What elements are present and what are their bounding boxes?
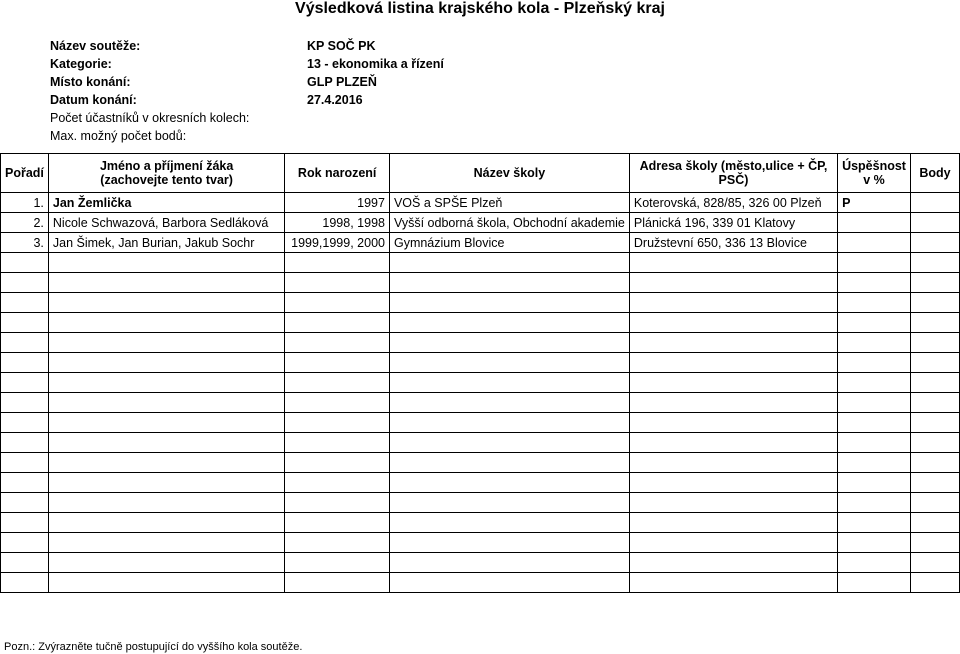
- empty-row: [1, 353, 960, 373]
- cell-empty: [389, 433, 629, 453]
- cell-empty: [285, 493, 390, 513]
- cell-empty: [48, 353, 284, 373]
- cell-rok: 1998, 1998: [285, 213, 390, 233]
- empty-row: [1, 313, 960, 333]
- cell-empty: [629, 293, 837, 313]
- cell-empty: [1, 413, 49, 433]
- cell-rok: 1999,1999, 2000: [285, 233, 390, 253]
- cell-empty: [629, 493, 837, 513]
- cell-body: [910, 233, 959, 253]
- cell-empty: [910, 433, 959, 453]
- cell-empty: [629, 273, 837, 293]
- results-table: [0, 153, 960, 593]
- cell-empty: [838, 473, 911, 493]
- cell-empty: [389, 513, 629, 533]
- cell-jmeno: Nicole Schwazová, Barbora Sedláková: [48, 213, 284, 233]
- meta-label: Počet účastníků v okresních kolech:: [50, 111, 250, 125]
- cell-empty: [389, 493, 629, 513]
- col-jmeno-header-line1: Jméno a příjmení žáka: [99, 159, 234, 173]
- empty-row: [1, 253, 960, 273]
- cell-empty: [285, 453, 390, 473]
- cell-body: [910, 213, 959, 233]
- cell-empty: [285, 333, 390, 353]
- cell-empty: [389, 273, 629, 293]
- cell-empty: [838, 453, 911, 473]
- cell-empty: [48, 293, 284, 313]
- cell-empty: [1, 573, 49, 593]
- cell-empty: [285, 413, 390, 433]
- table-row: [1, 233, 960, 253]
- cell-empty: [629, 333, 837, 353]
- cell-empty: [910, 373, 959, 393]
- cell-empty: [910, 453, 959, 473]
- cell-empty: [389, 293, 629, 313]
- cell-empty: [838, 513, 911, 533]
- cell-empty: [389, 373, 629, 393]
- cell-empty: [838, 433, 911, 453]
- cell-empty: [1, 353, 49, 373]
- cell-empty: [1, 293, 49, 313]
- cell-poradi: 3.: [1, 233, 49, 253]
- cell-rok: 1997: [285, 193, 390, 213]
- cell-empty: [910, 573, 959, 593]
- cell-empty: [1, 453, 49, 473]
- empty-row: [1, 413, 960, 433]
- cell-empty: [389, 353, 629, 373]
- cell-empty: [629, 413, 837, 433]
- cell-empty: [838, 373, 911, 393]
- cell-empty: [389, 333, 629, 353]
- cell-empty: [48, 493, 284, 513]
- cell-empty: [629, 313, 837, 333]
- cell-jmeno: Jan Žemlička: [48, 193, 284, 213]
- cell-empty: [1, 333, 49, 353]
- cell-empty: [285, 433, 390, 453]
- cell-empty: [285, 313, 390, 333]
- cell-empty: [838, 413, 911, 433]
- cell-empty: [389, 573, 629, 593]
- cell-empty: [838, 333, 911, 353]
- cell-empty: [285, 573, 390, 593]
- cell-empty: [629, 533, 837, 553]
- cell-skola: Gymnázium Blovice: [389, 233, 629, 253]
- col-jmeno-header: [48, 154, 284, 193]
- col-adresa-header: Adresa školy (město,ulice + ČP, PSČ): [629, 154, 837, 193]
- cell-empty: [389, 453, 629, 473]
- empty-row: [1, 453, 960, 473]
- col-uspesnost-header: [838, 154, 911, 193]
- cell-skola: Vyšší odborná škola, Obchodní akademie: [389, 213, 629, 233]
- cell-empty: [1, 433, 49, 453]
- cell-poradi: 2.: [1, 213, 49, 233]
- empty-row: [1, 493, 960, 513]
- cell-empty: [629, 473, 837, 493]
- cell-empty: [48, 273, 284, 293]
- cell-empty: [1, 473, 49, 493]
- cell-empty: [48, 373, 284, 393]
- cell-empty: [285, 473, 390, 493]
- cell-empty: [48, 533, 284, 553]
- cell-empty: [838, 253, 911, 273]
- cell-empty: [838, 313, 911, 333]
- meta-value: 27.4.2016: [307, 93, 363, 107]
- cell-uspesnost: [838, 233, 911, 253]
- empty-row: [1, 333, 960, 353]
- cell-adresa: Plánická 196, 339 01 Klatovy: [629, 213, 837, 233]
- meta-label: Název soutěže:: [50, 39, 141, 53]
- cell-empty: [48, 433, 284, 453]
- cell-empty: [285, 553, 390, 573]
- cell-empty: [910, 273, 959, 293]
- cell-empty: [629, 373, 837, 393]
- cell-empty: [285, 393, 390, 413]
- cell-empty: [285, 273, 390, 293]
- table-row: [1, 193, 960, 213]
- meta-label: Datum konání:: [50, 93, 137, 107]
- cell-empty: [48, 453, 284, 473]
- cell-empty: [1, 393, 49, 413]
- cell-jmeno: Jan Šimek, Jan Burian, Jakub Sochr: [48, 233, 284, 253]
- cell-empty: [910, 253, 959, 273]
- cell-empty: [1, 553, 49, 573]
- cell-empty: [838, 393, 911, 413]
- cell-empty: [1, 313, 49, 333]
- col-skola-header: Název školy: [389, 154, 629, 193]
- cell-empty: [910, 393, 959, 413]
- meta-value: 13 - ekonomika a řízení: [307, 57, 444, 71]
- empty-row: [1, 473, 960, 493]
- cell-empty: [910, 333, 959, 353]
- cell-empty: [1, 253, 49, 273]
- empty-row: [1, 553, 960, 573]
- table-header-row: [1, 154, 960, 193]
- cell-empty: [910, 313, 959, 333]
- col-uspesnost-header-line2: v %: [863, 173, 885, 187]
- cell-empty: [910, 533, 959, 553]
- cell-empty: [838, 533, 911, 553]
- cell-empty: [48, 513, 284, 533]
- cell-empty: [48, 553, 284, 573]
- cell-empty: [389, 533, 629, 553]
- cell-empty: [910, 513, 959, 533]
- col-body-header: Body: [910, 154, 959, 193]
- cell-empty: [389, 393, 629, 413]
- cell-poradi: 1.: [1, 193, 49, 213]
- cell-empty: [1, 533, 49, 553]
- cell-adresa: Koterovská, 828/85, 326 00 Plzeň: [629, 193, 837, 213]
- cell-empty: [48, 573, 284, 593]
- cell-empty: [629, 253, 837, 273]
- meta-value: GLP PLZEŇ: [307, 75, 377, 89]
- cell-empty: [48, 393, 284, 413]
- footnote: Pozn.: Zvýrazněte tučně postupující do vyššího kola soutěže.: [4, 641, 303, 653]
- cell-empty: [910, 493, 959, 513]
- cell-empty: [1, 513, 49, 533]
- cell-empty: [1, 373, 49, 393]
- cell-uspesnost: [838, 213, 911, 233]
- cell-empty: [629, 393, 837, 413]
- cell-empty: [389, 313, 629, 333]
- cell-empty: [1, 493, 49, 513]
- cell-empty: [48, 253, 284, 273]
- cell-skola: VOŠ a SPŠE Plzeň: [389, 193, 629, 213]
- cell-empty: [48, 333, 284, 353]
- cell-empty: [838, 553, 911, 573]
- cell-empty: [629, 573, 837, 593]
- cell-empty: [285, 533, 390, 553]
- cell-empty: [1, 273, 49, 293]
- meta-label: Kategorie:: [50, 57, 112, 71]
- cell-empty: [838, 273, 911, 293]
- empty-row: [1, 273, 960, 293]
- cell-empty: [285, 353, 390, 373]
- cell-uspesnost: P: [838, 193, 911, 213]
- empty-row: [1, 393, 960, 413]
- cell-empty: [389, 253, 629, 273]
- empty-row: [1, 293, 960, 313]
- cell-empty: [389, 413, 629, 433]
- cell-empty: [629, 433, 837, 453]
- cell-adresa: Družstevní 650, 336 13 Blovice: [629, 233, 837, 253]
- cell-body: [910, 193, 959, 213]
- cell-empty: [910, 473, 959, 493]
- meta-label: Max. možný počet bodů:: [50, 129, 187, 143]
- empty-row: [1, 433, 960, 453]
- cell-empty: [285, 253, 390, 273]
- cell-empty: [629, 553, 837, 573]
- cell-empty: [629, 453, 837, 473]
- cell-empty: [629, 353, 837, 373]
- cell-empty: [910, 553, 959, 573]
- col-jmeno-header-line2: (zachovejte tento tvar): [100, 173, 233, 187]
- col-poradi-header: Pořadí: [1, 154, 49, 193]
- cell-empty: [389, 553, 629, 573]
- page-title: Výsledková listina krajského kola - Plzeňský kraj: [295, 0, 665, 17]
- cell-empty: [285, 513, 390, 533]
- cell-empty: [389, 473, 629, 493]
- cell-empty: [910, 293, 959, 313]
- empty-row: [1, 513, 960, 533]
- cell-empty: [48, 313, 284, 333]
- cell-empty: [285, 373, 390, 393]
- cell-empty: [838, 353, 911, 373]
- col-uspesnost-header-line1: Úspěšnost: [842, 159, 906, 173]
- cell-empty: [838, 293, 911, 313]
- cell-empty: [838, 493, 911, 513]
- meta-value: KP SOČ PK: [307, 39, 376, 53]
- empty-row: [1, 373, 960, 393]
- meta-label: Místo konání:: [50, 75, 131, 89]
- cell-empty: [48, 413, 284, 433]
- cell-empty: [838, 573, 911, 593]
- table-row: [1, 213, 960, 233]
- cell-empty: [629, 513, 837, 533]
- cell-empty: [285, 293, 390, 313]
- cell-empty: [910, 353, 959, 373]
- empty-row: [1, 533, 960, 553]
- empty-row: [1, 573, 960, 593]
- cell-empty: [48, 473, 284, 493]
- cell-empty: [910, 413, 959, 433]
- col-rok-header: Rok narození: [285, 154, 390, 193]
